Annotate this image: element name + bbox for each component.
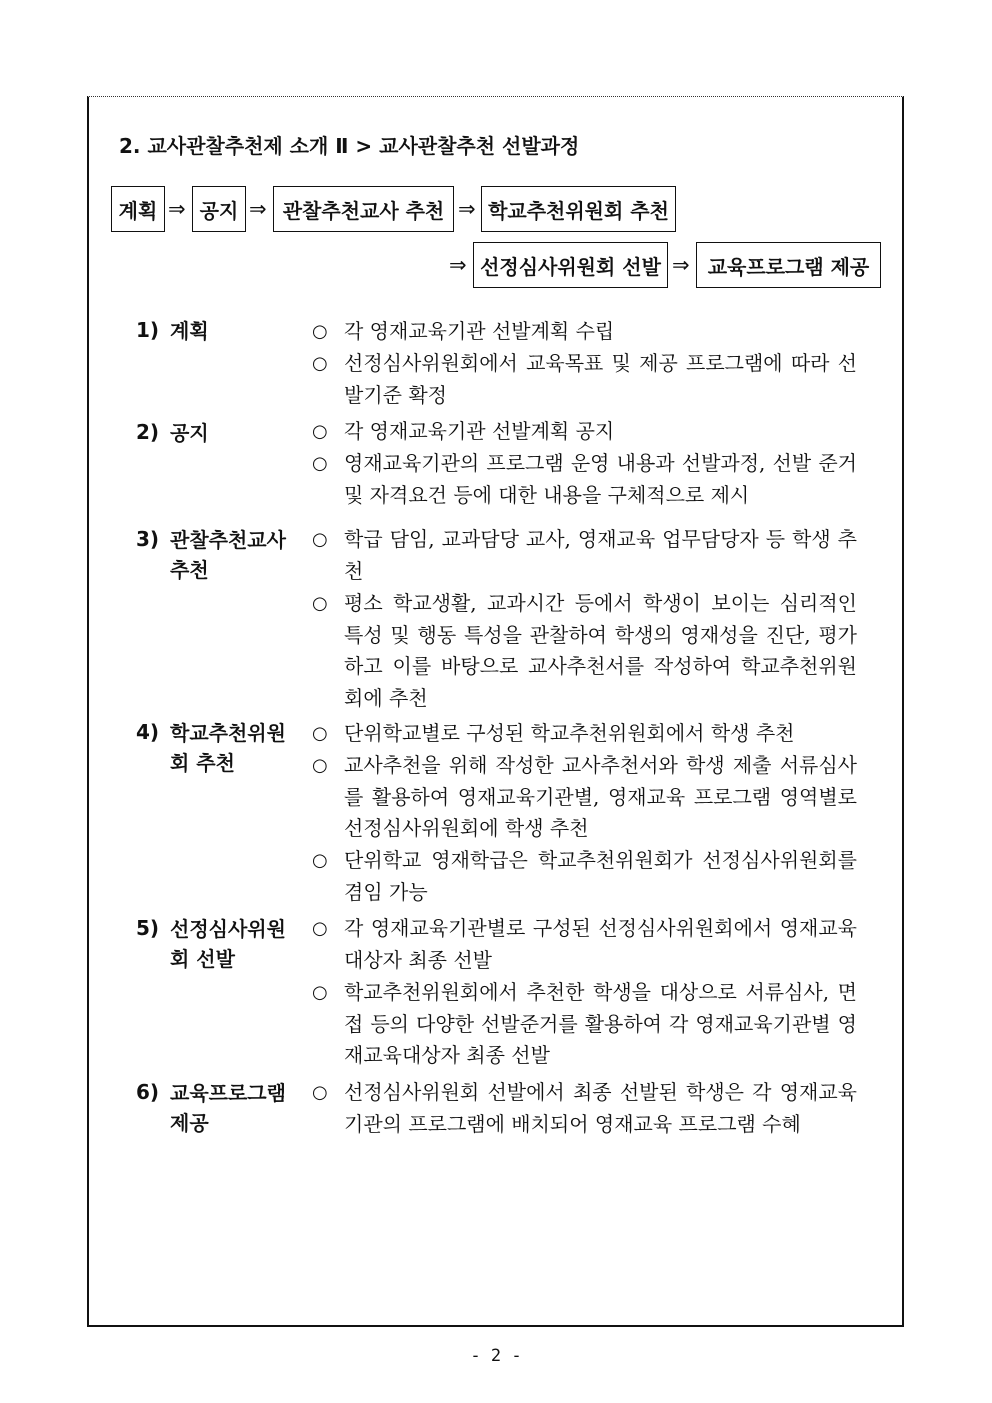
flow-step-teacher-recommend: 관찰추천교사 추천 (273, 186, 454, 232)
item-title: 계획 (170, 319, 209, 343)
item-number: 1) (136, 318, 160, 342)
section-title: 2. 교사관찰추천제 소개 Ⅱ > 교사관찰추천 선발과정 (119, 134, 580, 158)
flow-step-selection-committee: 선정심사위원회 선발 (473, 242, 668, 288)
bullet-item (312, 416, 857, 448)
bullet-text: 평소 학교생활, 교과시간 등에서 학생이 보이는 심리적인 특성 및 행동 특성을 관찰하여 학생의 영재성을 진단, 평가하고 이를 바탕으로 교사추천서를 작성하여 학교추천위원회에 추천 (344, 591, 857, 710)
bullet-text: 학급 담임, 교과담당 교사, 영재교육 업무담당자 등 학생 추천 (344, 527, 857, 583)
bullet-item (312, 588, 857, 714)
bullet-text: 각 영재교육기관 선발계획 공지 (344, 419, 615, 443)
flow-step-school-committee: 학교추천위원회 추천 (481, 186, 676, 232)
circle-bullet-icon: ○ (312, 755, 328, 776)
flow-arrow: ⇒ (168, 197, 186, 221)
item-title: 공지 (170, 421, 209, 445)
bullet-text: 선정심사위원회 선발에서 최종 선발된 학생은 각 영재교육기관의 프로그램에 배치되어 영재교육 프로그램 수혜 (344, 1080, 857, 1136)
bullet-text: 각 영재교육기관 선발계획 수립 (344, 319, 615, 343)
item-number: 4) (136, 720, 160, 744)
flow-step-notice: 공지 (192, 186, 246, 232)
item-title: 교육프로그램 제공 (170, 1081, 286, 1135)
item-title: 선정심사위원회 선발 (170, 917, 286, 971)
bullet-text: 영재교육기관의 프로그램 운영 내용과 선발과정, 선발 준거 및 자격요건 등에 대한 내용을 구체적으로 제시 (344, 451, 857, 507)
bullet-item (312, 718, 857, 750)
circle-bullet-icon: ○ (312, 723, 328, 744)
bullet-item (312, 913, 857, 976)
bullet-text: 선정심사위원회에서 교육목표 및 제공 프로그램에 따라 선발기준 확정 (344, 351, 857, 407)
flow-arrow: ⇒ (672, 253, 690, 277)
circle-bullet-icon: ○ (312, 421, 328, 442)
item-number: 2) (136, 420, 160, 444)
circle-bullet-icon: ○ (312, 321, 328, 342)
bullet-item (312, 524, 857, 587)
bullet-text: 학교추천위원회에서 추천한 학생을 대상으로 서류심사, 면접 등의 다양한 선발준거를 활용하여 각 영재교육기관별 영재교육대상자 최종 선발 (344, 980, 857, 1067)
item-number: 5) (136, 916, 160, 940)
circle-bullet-icon: ○ (312, 453, 328, 474)
circle-bullet-icon: ○ (312, 982, 328, 1003)
bullet-text: 단위학교별로 구성된 학교추천위원회에서 학생 추천 (344, 721, 795, 745)
circle-bullet-icon: ○ (312, 918, 328, 939)
bullet-item (312, 316, 857, 348)
bullet-item (312, 348, 857, 411)
bullet-item (312, 1077, 857, 1140)
bullet-item (312, 448, 857, 511)
item-number: 3) (136, 527, 160, 551)
item-number: 6) (136, 1080, 160, 1104)
flow-arrow: ⇒ (249, 197, 267, 221)
flow-arrow: ⇒ (449, 253, 467, 277)
bullet-text: 단위학교 영재학급은 학교추천위원회가 선정심사위원회를 겸임 가능 (344, 848, 857, 904)
circle-bullet-icon: ○ (312, 593, 328, 614)
flow-arrow: ⇒ (458, 197, 476, 221)
bullet-item (312, 977, 857, 1072)
item-title: 관찰추천교사 추천 (170, 528, 286, 582)
bullet-text: 각 영재교육기관별로 구성된 선정심사위원회에서 영재교육 대상자 최종 선발 (344, 916, 857, 972)
circle-bullet-icon: ○ (312, 353, 328, 374)
bullet-item (312, 845, 857, 908)
flow-step-education-program: 교육프로그램 제공 (696, 242, 881, 288)
page-number: - 2 - (470, 1346, 522, 1366)
bullet-text: 교사추천을 위해 작성한 교사추천서와 학생 제출 서류심사를 활용하여 영재교육기관별, 영재교육 프로그램 영역별로 선정심사위원회에 학생 추천 (344, 753, 857, 840)
flow-step-plan: 계획 (111, 186, 165, 232)
circle-bullet-icon: ○ (312, 850, 328, 871)
circle-bullet-icon: ○ (312, 1082, 328, 1103)
item-title: 학교추천위원회 추천 (170, 721, 286, 775)
circle-bullet-icon: ○ (312, 529, 328, 550)
bullet-item (312, 750, 857, 845)
